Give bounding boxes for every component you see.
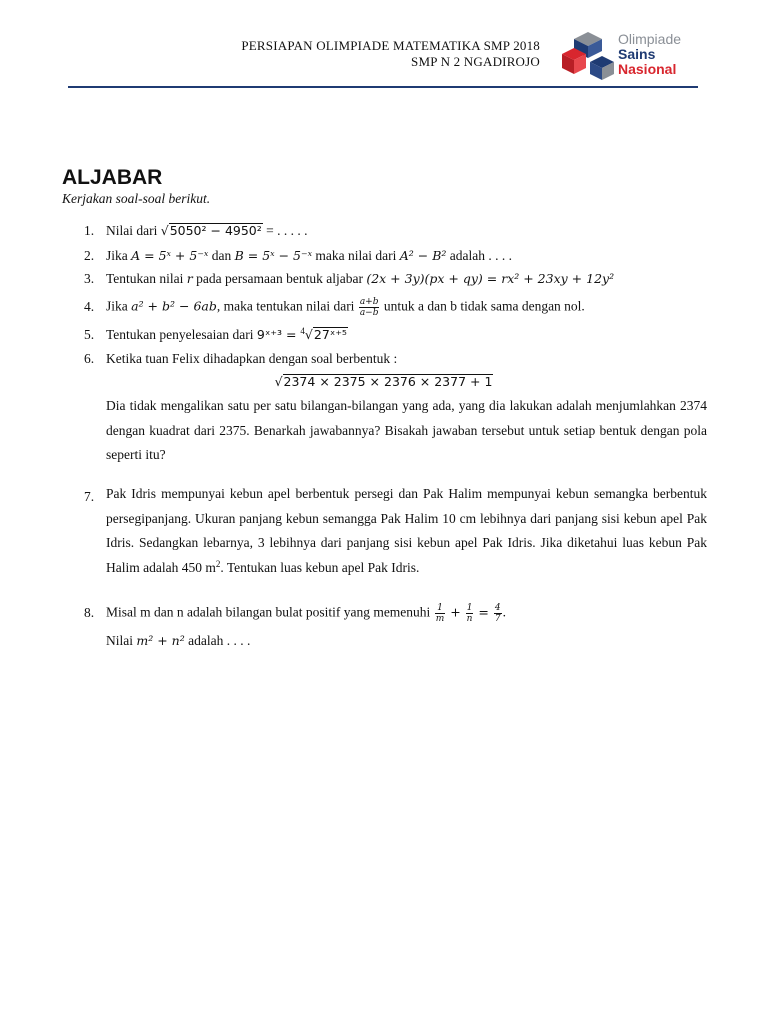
q3-equation: (2x + 3y)(px + qy) = rx² + 23xy + 12y² <box>366 271 615 286</box>
q8-fraction-1 <box>435 603 446 624</box>
q7-superscript: 2 <box>215 558 221 569</box>
q4-pre: Jika <box>106 298 132 314</box>
q4-mid: , maka tentukan nilai dari <box>216 298 358 314</box>
q6-intro: Ketika tuan Felix dihadapkan dengan soal berbentuk : <box>106 351 398 366</box>
question-number: 8. <box>84 604 95 620</box>
q8-fraction-3 <box>494 603 502 624</box>
q8-dot: . <box>502 604 506 620</box>
q4-fraction-den: a−b <box>359 308 379 318</box>
q8-line2-post: adalah . . . . <box>184 633 251 648</box>
q8-line2-pre: Nilai <box>106 633 137 648</box>
header-line-2: SMP N 2 NGADIROJO <box>411 54 540 69</box>
sqrt-icon: √ <box>160 223 169 238</box>
q5-pre: Tentukan penyelesaian dari <box>106 327 257 342</box>
q1-pre: Nilai dari <box>106 223 161 238</box>
q8-line-2 <box>106 632 250 649</box>
header-text <box>241 38 540 70</box>
fraction-num: 1 <box>466 603 473 613</box>
q2-eq-a: A = 5ˣ + 5⁻ˣ <box>131 248 209 263</box>
question-number: 3. <box>84 271 95 286</box>
q7-text: Pak Idris mempunyai kebun apel berbentuk persegi dan Pak Halim mempunyai kebun semangka berbentuk persegipanjang. Ukuran panjang kebun semangga Pak Halim 10 cm lebihnya dari panjang sisi kebun apel Pak Idris. Sedangkan lebarnya, 3 lebihnya dari panjang sisi kebun apel Pak Idris. Jika diketahui luas kebun Pak Halim adalah 450 m <box>106 486 707 575</box>
fraction-num: 1 <box>435 603 446 614</box>
q3-pre: Tentukan nilai <box>106 271 187 286</box>
q2-mid2: maka nilai dari <box>312 248 400 263</box>
osn-logo <box>558 28 703 84</box>
fraction-den: m <box>435 614 445 624</box>
q7-text-end: . Tentukan luas kebun apel Pak Idris. <box>220 559 420 575</box>
q8-pre: Misal m dan n adalah bilangan bulat positif yang memenuhi <box>106 604 434 620</box>
q5-radicand: 27ˣ⁺⁵ <box>313 327 347 342</box>
q4-post: untuk a dan b tidak sama dengan nol. <box>380 298 585 314</box>
fraction-den: n <box>466 614 473 624</box>
q3-var-r: r <box>186 271 193 286</box>
q8-equals: = <box>474 604 493 620</box>
q6-radicand: 2374 × 2375 × 2376 × 2377 + 1 <box>283 374 493 389</box>
q1-expr: 5050² − 4950² <box>169 223 262 238</box>
q2-post: adalah . . . . <box>446 248 513 263</box>
q8-fraction-2 <box>466 603 474 624</box>
logo-line-3: Nasional <box>618 61 677 77</box>
q8-plus: + <box>446 604 465 620</box>
page-subtitle: Kerjakan soal-soal berikut. <box>62 191 211 206</box>
question-number: 4. <box>84 298 95 314</box>
q5-root-index: 4 <box>300 326 305 336</box>
question-7 <box>84 488 106 505</box>
sqrt-icon: √ <box>274 374 283 389</box>
cube-logo-icon <box>558 28 618 84</box>
fraction-den: 7 <box>494 614 501 624</box>
question-number: 6. <box>84 351 95 366</box>
question-number: 7. <box>84 489 95 504</box>
logo-line-1: Olimpiade <box>618 31 682 47</box>
header-line-1: PERSIAPAN OLIMPIADE MATEMATIKA SMP 2018 <box>241 38 540 53</box>
question-4 <box>84 297 585 318</box>
question-1 <box>84 222 308 239</box>
q4-fraction <box>359 297 380 318</box>
q3-mid: pada persamaan bentuk aljabar <box>192 271 367 286</box>
q4-equation: a² + b² − 6ab <box>131 298 217 314</box>
fraction-num: 4 <box>494 603 501 613</box>
q2-eq-c: A² − B² <box>399 248 447 263</box>
q2-pre: Jika <box>106 248 132 263</box>
question-6 <box>84 350 397 367</box>
question-number: 2. <box>84 248 95 263</box>
page-title: ALJABAR <box>62 166 163 189</box>
logo-line-2: Sains <box>618 46 656 62</box>
q2-eq-b: B = 5ˣ − 5⁻ˣ <box>234 248 313 263</box>
q7-paragraph <box>106 482 707 580</box>
question-5 <box>84 326 348 343</box>
question-2 <box>84 247 512 264</box>
question-number: 5. <box>84 327 95 342</box>
q6-paragraph: Dia tidak mengalikan satu per satu bilangan-bilangan yang ada, yang dia lakukan adalah menjumlahkan 2374 dengan kuadrat dari 2375. Benarkah jawabannya? Bisakah jawaban tersebut untuk setiap bentuk dengan pola seperti itu? <box>106 398 707 462</box>
q8-line2-eq: m² + n² <box>136 633 185 648</box>
page-header <box>68 28 698 90</box>
question-3 <box>84 270 614 287</box>
header-divider <box>68 86 698 88</box>
q1-post: = . . . . . <box>262 223 308 238</box>
question-8 <box>84 603 506 624</box>
q6-equation <box>0 374 768 390</box>
q2-mid: dan <box>208 248 235 263</box>
q4-fraction-num: a+b <box>359 297 379 307</box>
logo-text <box>618 32 681 77</box>
question-number: 1. <box>84 223 95 238</box>
q5-lhs: 9ˣ⁺³ = <box>256 327 301 342</box>
root-icon: √ <box>304 327 313 342</box>
